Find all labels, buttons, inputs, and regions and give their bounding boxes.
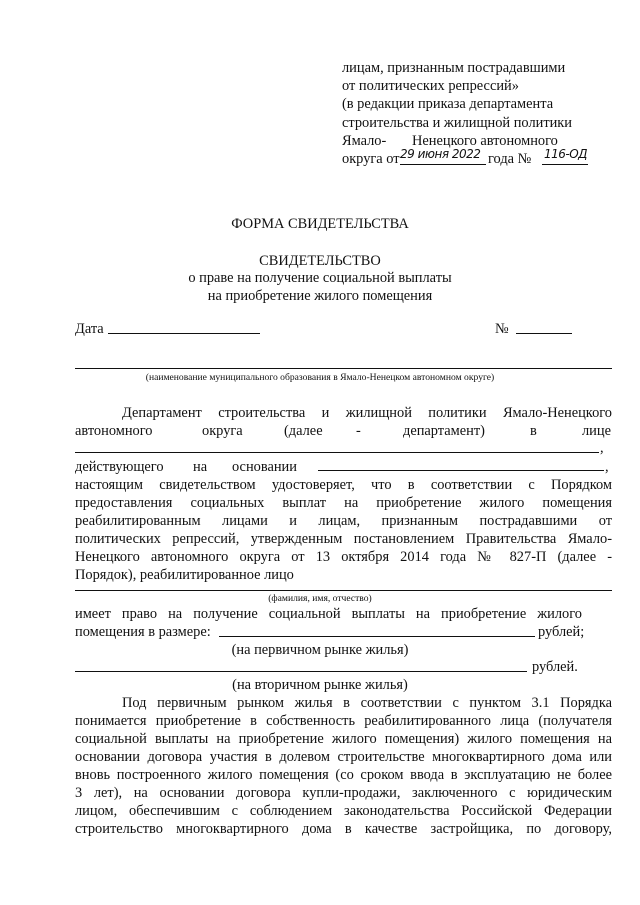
date-label: Дата [75,321,104,337]
p1-line-2-w3: - [356,423,361,439]
number-field-line [516,333,572,334]
header-line-6a: округа от [342,151,400,167]
basis-field-line [318,470,604,471]
handwritten-date: 29 июня 2022 [400,147,481,161]
header-line-2: от политических репрессий» [342,78,519,94]
p1-line-3-w2: основании [232,459,297,475]
number-underline [542,164,588,165]
p1-line-7: политических репрессий, утвержденным постановлением Правительства Ямало- [75,531,612,547]
primary-market-caption: (на первичном рынке жилья) [231,642,409,658]
p1-line-9: Порядок), реабилитированное лицо [75,567,294,583]
representative-field-line [75,452,599,453]
p1-line-2-w5: в [530,423,537,439]
secondary-market-caption: (на вторичном рынке жилья) [232,677,408,693]
number-label: № [495,321,509,337]
p2-line-3b: рублей. [532,659,578,675]
p3-line-4: основании договора участия в долевом строительстве многоквартирного дома или [75,749,612,765]
subtitle-2: на приобретение жилого помещения [207,288,433,304]
p3-line-2: понимается приобретение в собственность реабилитированного лица (получателя [75,713,612,729]
p1-line-6: реабилитированным лицами и лицам, признанным пострадавшими от [75,513,612,529]
p1-line-8: Ненецкого автономного округа от 13 октября 2014 года № 827-П (далее - [75,549,612,565]
p1-line-2-w0: автономного [75,423,153,439]
p2-line-2b: рублей; [538,624,585,640]
fio-caption: (фамилия, имя, отчество) [268,593,372,604]
form-title: ФОРМА СВИДЕТЕЛЬСТВА [231,216,409,232]
p1-line-3-w1: на [193,459,208,475]
p1-line-2-end: , [600,440,604,456]
p2-line-2a: помещения в размере: [75,624,211,640]
primary-amount-line [219,636,535,637]
municipality-caption: (наименование муниципального образования в Ямало-Ненецком автономном округе) [145,372,495,383]
p1-line-2-w1: округа [202,423,243,439]
doc-title: СВИДЕТЕЛЬСТВО [259,253,381,269]
p1-line-3-end: , [605,459,609,475]
p1-line-2-w4: департамент) [403,423,485,439]
date-field-line [108,333,260,334]
header-line-5a: Ямало- [342,133,387,149]
header-line-6b: года № [488,151,532,167]
p3-line-1: Под первичным рынком жилья в соответствии с пунктом 3.1 Порядка [122,695,612,711]
p2-line-1: имеет право на получение социальной выплаты на приобретение жилого [75,606,582,622]
p3-line-3: социальной выплаты на приобретение жилого помещения) жилого помещения на [75,731,612,747]
p1-line-5: предоставления социальных выплат на приобретение жилого помещения [75,495,612,511]
date-underline [400,164,486,165]
p3-line-7: лицом, обеспечившим с соблюдением законодательства Российской Федерации [75,803,612,819]
fio-field-line [75,590,612,591]
p1-line-2-w2: (далее [284,423,323,439]
header-line-1: лицам, признанным пострадавшими [342,60,566,76]
secondary-amount-line [75,671,527,672]
municipality-field-line [75,368,612,369]
p1-line-4: настоящим свидетельством удостоверяет, что в соответствии с Порядком [75,477,612,493]
p3-line-6: 3 лет), на основании договора купли-продажи, заключенного с юридическим [75,785,612,801]
header-line-5b: Ненецкого автономного [412,133,558,149]
p3-line-8: строительство многоквартирного дома в качестве застройщика, по договору, [75,821,612,837]
header-line-3: (в редакции приказа департамента [342,96,554,112]
p1-line-1: Департамент строительства и жилищной политики Ямало-Ненецкого [122,405,612,421]
p1-line-3-w0: действующего [75,459,164,475]
header-line-4: строительства и жилищной политики [342,115,573,131]
subtitle-1: о праве на получение социальной выплаты [188,270,452,286]
p3-line-5: вновь построенного жилого помещения (со сроком ввода в эксплуатацию не более [75,767,612,783]
p1-line-2-w6: лице [582,423,611,439]
handwritten-number: 116-ОД [544,147,588,161]
